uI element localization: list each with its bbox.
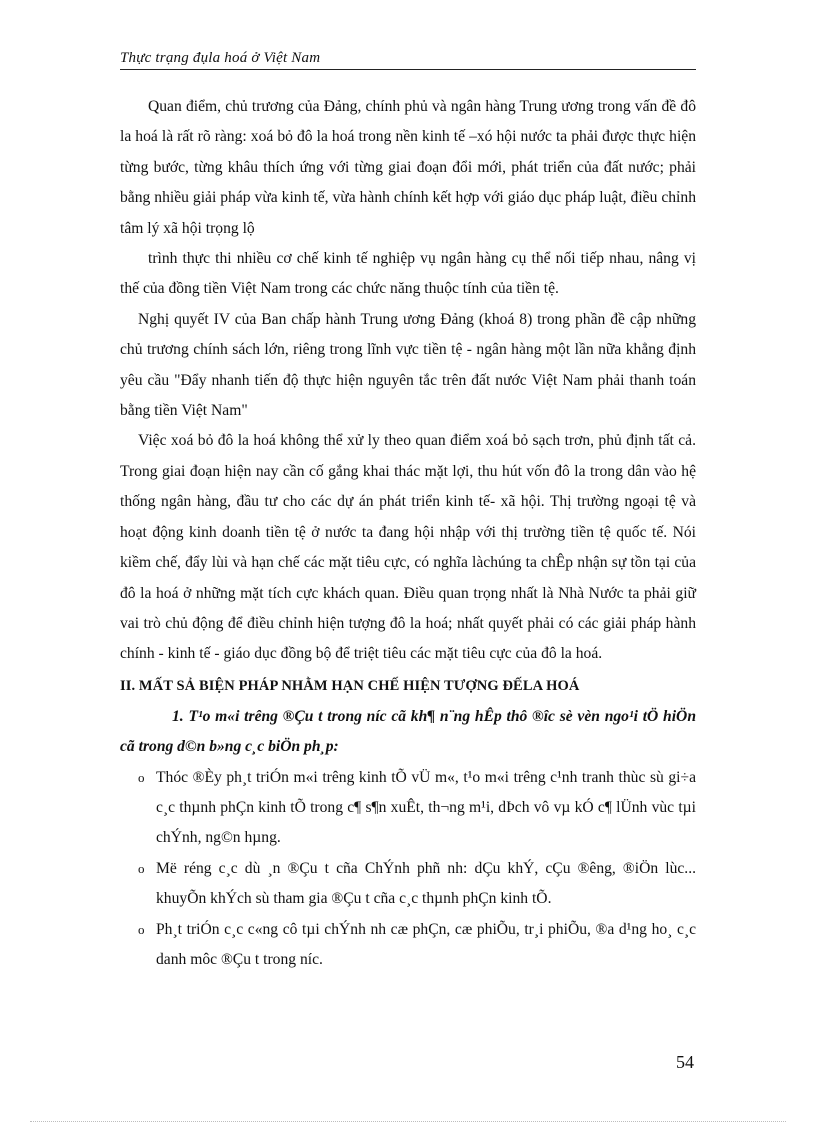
section-subheading: 1. T¹o m«i trêng ®Çu t trong níc cã kh¶ n¨ng hÊp thô ®îc sè vèn ngo¹i tÖ hiÖn cã trong d©n b»ng c¸c biÖn ph¸p: [120, 707, 696, 756]
page-body [120, 92, 696, 975]
paragraph-1-part-2: trình thực thi nhiều cơ chế kinh tế nghiệp vụ ngân hàng cụ thể nối tiếp nhau, nâng vị thế của đồng tiền Việt Nam trong các chức năng thuộc tính của tiền tệ. [120, 250, 696, 298]
bullet-item-3 [120, 915, 696, 976]
paragraph-3: Việc xoá bỏ đô la hoá không thể xử ly theo quan điểm xoá bỏ sạch trơn, phủ định tất cả. Trong giai đoạn hiện nay cần cố gắng khai thác mặt lợi, thu hút vốn đô la trong dân vào hệ thống ngân hàng, đầu tư cho các dự án phát triển kinh tế- xã hội. Thị trường ngoại tệ và hoạt động kinh doanh tiền tệ ở nước ta đang hội nhập với thị trường tiền tệ quốc tế. Nói kiềm chế, đẩy lùi và hạn chế các mặt tiêu cực, có nghĩa làchúng ta chÊp nhận sự tồn tại của đô la hoá ở những mặt tích cực khách quan. Điều quan trọng nhất là Nhà Nước ta phải giữ vai trò chủ động để điều chỉnh hiện tượng đô la hoá; nhất quyết phải có các giải pháp hành chính - kinh tế - giáo dục đồng bộ để triệt tiêu các mặt tiêu cực của đô la hoá. [120, 432, 696, 663]
bullet-text: Thóc ®Èy ph¸t triÓn m«i trêng kinh tÕ vÜ m«, t¹o m«i trêng c¹nh tranh thùc sù gi÷a c¸c thµnh phÇn kinh tÕ trong c¶ s¶n xuÊt, th¬ng m¹i, dÞch vô vµ kÓ c¶ lÜnh vùc tµi chÝnh, ng©n hµng. [156, 768, 696, 847]
bullet-item-2 [120, 854, 696, 915]
paragraph-2: Nghị quyết IV của Ban chấp hành Trung ương Đảng (khoá 8) trong phần đề cập những chủ trương chính sách lớn, riêng trong lĩnh vực tiền tệ - ngân hàng một lần nữa khẳng định yêu cầu "Đẩy nhanh tiến độ thực hiện nguyên tắc trên đất nước Việt Nam phải thanh toán bằng tiền Việt Nam" [120, 310, 696, 420]
bullet-text: Më réng c¸c dù ¸n ®Çu t cña ChÝnh phñ nh: dÇu khÝ, cÇu ®êng, ®iÖn lùc... khuyÕn khÝch sù tham gia ®Çu t cña c¸c thµnh phÇn kinh tÕ. [156, 859, 696, 908]
bullet-item-1 [120, 763, 696, 854]
bullet-circle-icon: o [138, 860, 145, 876]
bullet-circle-icon: o [138, 769, 145, 785]
bullet-text: Ph¸t triÓn c¸c c«ng cô tµi chÝnh nh cæ phÇn, cæ phiÕu, tr¸i phiÕu, ®a d¹ng ho¸ c¸c danh môc ®Çu t trong níc. [156, 920, 696, 968]
running-header: Thực trạng đụla hoá ở Việt Nam [120, 50, 696, 70]
bullet-circle-icon: o [138, 921, 145, 937]
page-bottom-divider [30, 1121, 786, 1122]
paragraph-1-part-1: Quan điểm, chủ trương của Đảng, chính phủ và ngân hàng Trung ương trong vấn đề đô la hoá là rất rõ ràng: xoá bỏ đô la hoá trong nền kinh tế –xó hội nước ta phải được thực hiện từng bước, từng khâu thích ứng với từng giai đoạn đổi mới, phát triển của đất nước; phải bằng nhiều giải pháp vừa kinh tế, vừa hành chính kết hợp với giáo dục pháp luật, điều chỉnh tâm lý xã hội trọng lộ [120, 98, 696, 237]
page-number: 54 [676, 1052, 694, 1072]
section-heading: II. MẤT SẢ BIỆN PHÁP NHẰM HẠN CHẾ HIỆN TƯỢNG ĐẾLA HOÁ [120, 677, 580, 694]
